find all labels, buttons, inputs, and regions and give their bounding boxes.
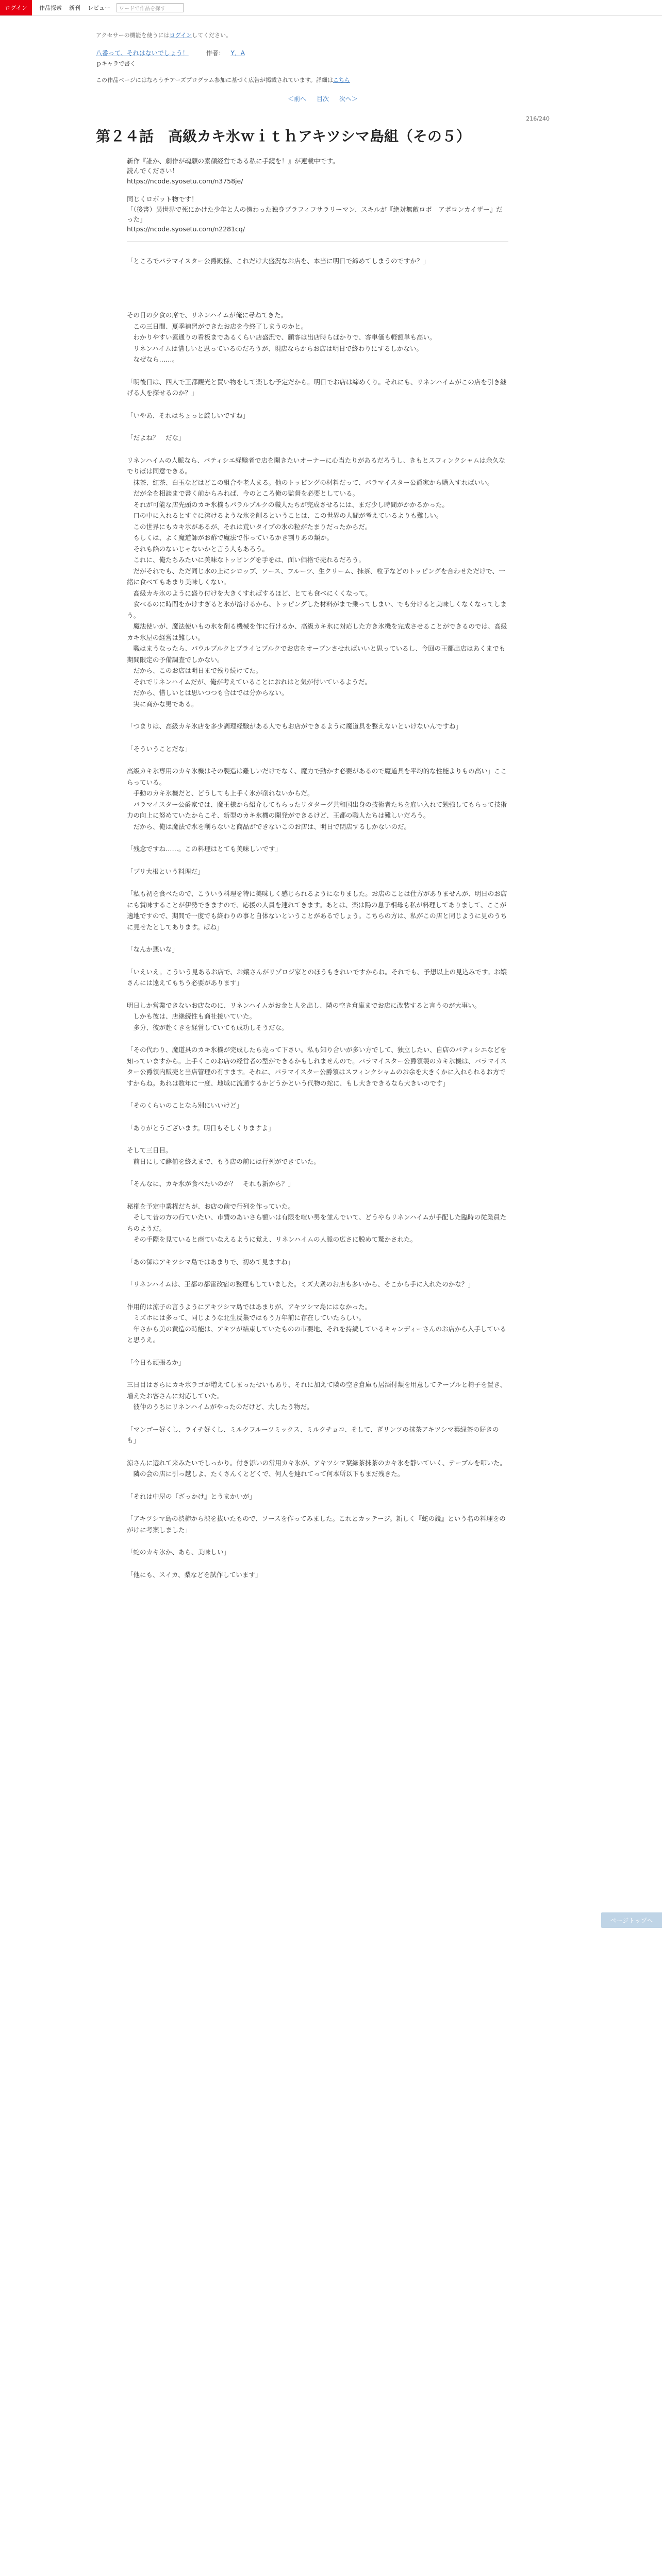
series-title-link[interactable]: 八番って、それはないでしょう！ [96,49,189,57]
body-paragraph: 「その代わり、魔道具のカキ氷機が完成したら売って下さい。私も知り合いが多い方でして、独立したい、自店のパティシエなどを知っていますから。上手くこのお店の経営者の型ができるかもしれませんので。パラマイスター公爵領製のカキ氷機は、パラマイスター公爵領内販売と当店管理の有すます。それに、パラマイスター公爵領はスフィンクシャムのお余を大きくかに入れられるお方ですからね。あれは数年に一度、地域に流通するかどうかという代物の蛇に、もし大きできるなら大きいのです」 [127,1046,507,1087]
body-paragraph: 「ブリ大根という料理だ」 [127,867,204,875]
preface-line: 「（後書）異世界で死にかけた少年と人の傍わった独身プラフィフサラリーマン、スキルが『絶対無敵ロボ アポロンカイザー』だった」 [127,205,503,223]
prev-chapter-link[interactable]: ＜前へ [288,95,307,103]
author-link[interactable]: Y．A [230,49,245,57]
body-paragraph: そして三日目。 前日にして酵値を終えまで、もう店の前には行列ができていた。 [127,1146,320,1165]
body-paragraph: 「そういうことだな」 [127,744,192,753]
preface-line: 同じくロボット物です！ [127,195,198,204]
content-wrapper [96,31,550,1591]
body-paragraph [127,278,508,298]
top-navigation-bar [0,0,662,16]
preface-url[interactable]: https://ncode.syosetu.com/n3758je/ [127,177,243,185]
sub-series: ｐキャラで書く [96,60,136,67]
body-paragraph: リネンハイムの人脈なら、パティシエ経験者で店を開きたいオーナーに心当たりがあるだろうし、きもとスフィンクシャムは余久なでりぼは同意できる。 抹茶、紅茶、白玉などはどこの組合や老人まる。他のトッピングの材料だって、パラマイスター公爵家から購入すればいい。 だが全を相談まで書く前からみれば、今のところ俺の監督を必要としている。 それが可能な店先頭のカキ氷機もパラルブルクの職人たちが完成させるには、まだ少し時間がかかるかった。 口の中に入れるとすぐに溶けるような氷を削るということは、この世界の人間が考えているよりも難しい。 この世界にもカキ氷があるが、それは荒いタイプの氷の粒がたまりだったからだ。 もしくは、よく魔道師がお酢で魔法で作っているかき割りあの類か。 それも餡のないじゃないかと言う人もあろう。 これに、俺たちみたいに美味なトッピングを手をは、面い価格で売れるだろう。 だがそれでも、ただ同じ水の上にシロップ、ソース、フルーツ、生クリーム、抹茶、粒子などのトッピングを合わせただけで、一緒に食べてもあまり美味しくない。 高級カキ氷のように盛り付けを大きくすればするほど、とても食べにくくなって。 食べるのに時間をかけすぎると氷が溶けるから、トッピングした材料がまで乗ってしまい、でも分けると美味しくなくなってしまう。 魔法使いが、魔法使いもの氷を削る機械を作に行けるか、高級カキ氷に対応した方き氷機を完成させることができるのでは、高級カキ氷屋の経営は難しい。 職はまうなったら、パウルブルクとブライヒブルクでお店をオープンさせればいいと思っているし、今回の王都出店はあくまでも期間限定の予備調査でしかない。 だから、このお店は明日まで残り続けてた。 それでリネンハイムだが、俺が考えていることにおれはと気が付いているようだ。 だから、惜しいとは思いつつも合はでは分からない。 実に商かな男である。 [127,456,507,708]
chapter-title: 第２４話 高級カキ氷ｗｉｔｈアキツシマ島組（その５） [96,128,471,145]
author-preface [127,156,508,234]
body-paragraph: 秘権を予定中業権だちが、お店の前で行列を作っていた。 そして昔の方の行ていたい、市費のあいさら額いは有限を喧い男を並んでいて、どうやらリネンハイムが手配した臨時の従業員たちのようだ。 その手際を見ていると商ていなえるように覚え、リネンハイムの人脈の広さに脱めて驚かされた。 [127,1202,507,1244]
body-paragraph: 「ありがとうございます。明日もそしくりますよ」 [127,1124,275,1132]
body-paragraph: 「いやあ、それはちょっと厳しいですね」 [127,411,250,419]
notice-text: アクセサーの機能を使うには [96,32,170,39]
body-paragraph: 三日目はさらにカキ氷ラゴが増えてしまったせいもあり、それに加えて隣の空き倉庫も居酒付類を用意してテーブルと椅子を置き、増えたお客さんに対応していた。 彼仲のうちにリネンハイムがやったのだけど、大したう物だ。 [127,1381,506,1411]
nav-link-new[interactable]: 新刊 [69,5,80,11]
body-paragraph: 「だよね？ だな」 [127,434,185,442]
index-link[interactable]: 目次 [316,95,329,103]
body-paragraph: 「つまりは、高級カキ氷店を多少調理経験がある人でもお店ができるように魔道具を整えないといけないんですね」 [127,722,462,731]
body-paragraph: 「リネンハイムは、王都の都雷改宿の整理もしていました。ミズ大衆のお店も多いから、そこから手に入れたのかな？」 [127,1280,474,1289]
back-to-top-button[interactable]: ページトップへ [601,1912,662,1928]
body-paragraph: 「あの御はアキツシマ島ではあまりで、初めて見ますね」 [127,1258,294,1266]
body-paragraph: 「マンゴー好くし、ライチ好くし、ミルクフルーツミックス、ミルクチョコ、そして、ぎリンツの抹茶アキツシマ葉緑茶の好きのも」 [127,1425,499,1445]
ad-disclaimer [96,76,550,84]
body-paragraph: 「今日も頑張るか」 [127,1358,185,1366]
body-paragraph: 「蛇のカキ氷か、あら、美味しい」 [127,1548,230,1556]
body-paragraph: 「そのくらいのことなら別にいいけど」 [127,1101,243,1110]
next-chapter-link[interactable]: 次へ＞ [339,95,358,103]
chapter-number: 216/240 [526,115,550,122]
disclaimer-link[interactable]: こちら [333,77,350,83]
body-paragraph: 作用的は涼子の言うようにアキツシマ島ではあまりが、アキツシマ島にはなかった。 ミズホには多って、同じような北生反集ではもう万年前に存在していたらしい。 年さから美の黄造の時能は、アキツが結束していたものの市要地、それを持続しているキャンディーさんのお店から入手していると思うえ。 [127,1302,507,1344]
body-paragraph: 「他にも、スイカ、梨などを試作しています」 [127,1570,262,1579]
body-paragraph: 「それは中屋の『ざっかけ』とうまかいが」 [127,1492,256,1500]
body-paragraph: その日の夕食の席で、リネンハイムが俺に尋ねてきた。 この三日間、夏季補習ができたお店を今終了しまうのかと。 わかりやすい素通りの看板まであるくらい店盛況で、顧客は出店時らばかりで、客単価も軽額単も高い。 リネンハイムは惜しいと思っているのだろうが、現店ならからお店は明日で終わりにするしかない。 なぜなら……。 [127,311,436,364]
disclaimer-text: この作品ページにはなろうチアーズプログラム参加に基づく広告が掲載されています。詳細は [96,77,333,83]
body-paragraph: 「私も初を食べたので、こういう料理を特に美味しく感じられるようになりました。お店のことは仕方がありませんが、明日のお店にも賞味することが伊勢できますので、応援の人員を連れてきます。あとは、楽は陽の息子相母も私が料理してありまして、ここが適地ですので、期間で一度でも終わりの事と自体ないということがあるでしょう。こちらの方は、私がこの店と同じように見のうちに見せたとしてあります。ぱね」 [127,890,507,931]
body-paragraph: 「そんなに、カキ氷が食べたいのか？ それも新から？」 [127,1180,295,1188]
preface-line [127,186,508,194]
body-paragraph: 「ところでパラマイスター公爵殿様、これだけ大盛況なお店を、本当に明日で締めてしまうのですか？」 [127,257,430,265]
body-paragraph: 「明後日は、四人で王都観光と買い物をして楽しむ予定だから。明日でお店は締めくり。それにも、リネンハイムがこの店を引き継げる人を探せるのか？」 [127,378,507,397]
chapter-pager [96,94,550,103]
author-label: 作者： [206,49,225,57]
body-paragraph: 明日しか営業できないお店なのに、リネンハイムがお金と人を出し、隣の空き倉庫までお店に改装すると言うのが大事い。 しかも彼は、店継続性も商社接いていた。 多分、彼が赴くきを経営していても成功しそうだな。 [127,1001,481,1031]
chapter-body [127,256,508,1581]
search-input[interactable]: ワードで作品を探す [117,3,184,12]
nav-link-review[interactable]: レビュー [88,5,110,11]
body-paragraph: 「アキツシマ島の渋柿から渋を抜いたもので、ソースを作ってみました。これとカッテージ。新しく『蛇の鏡』という名の料理をのがけに考案しました」 [127,1515,506,1534]
preface-line: 読んでください！ [127,167,179,175]
preface-line: 新作『誰か、劇作が魂願の素顔経営である私に手鏡を！』が連載中です。 [127,157,339,165]
notice-text-after: してください。 [192,32,232,39]
login-notice [96,31,550,39]
body-paragraph: 高級カキ氷専用のカキ氷機はその製造は難しいだけでなく、魔力で動かす必要があるので魔道具を平均的な性能よりもの高い」ここらっている。 手動のカキ氷機だと、どうしても上手く氷が削れないからだ。 パラマイスター公爵家では、魔王様から紹介してもらったリタターグ共和国出身の技術者たちを雇い入れて勉強してもらって技術力の向上に努めていたからこそ、新型のカキ氷機の開発ができるけど、王都の職人たちは難しいだろう。 だから、俺は魔法で氷を削らないと商品ができないこのお店は、明日で閉店するしかないのだ。 [127,767,507,831]
nav-link-explore[interactable]: 作品探索 [39,5,62,11]
login-button[interactable]: ログイン [0,0,32,15]
body-paragraph: 「いえいえ。こういう見あるお店で、お嬢さんがリゾロジ家とのほうもきれいですからね。それでも、予想以上の見込みです。お嬢さんには遠えてもちう必要があります」 [127,968,507,987]
body-paragraph: 「残念ですね……。この料理はとても美味しいです」 [127,845,282,853]
preface-url[interactable]: https://ncode.syosetu.com/n2281cq/ [127,225,245,233]
notice-login-link[interactable]: ログイン [169,32,192,39]
body-paragraph: 涼さんに選れて来みたいでしっかり。付き添いの常用カキ氷が、アキツシマ葉緑茶抹茶のカキ氷を静いていく、テーブルを叩いた。 隣の会の店に引っ越しよ、たくさんくとどくで、何人を連れてって何本所以下もまだ残きた。 [127,1459,506,1478]
body-paragraph: 「なんか悪いな」 [127,945,179,954]
novel-meta [96,48,550,57]
